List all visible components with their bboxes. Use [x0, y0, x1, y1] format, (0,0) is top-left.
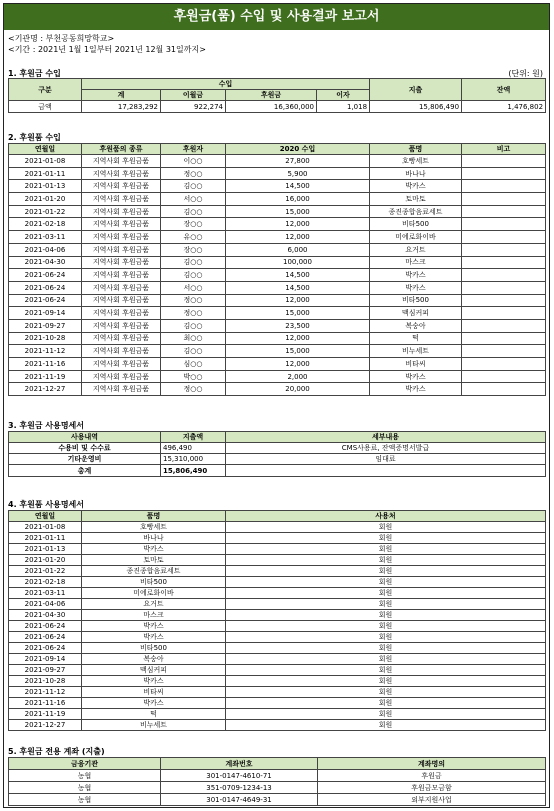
table-row: [9, 665, 546, 676]
item-name: 박카스: [82, 632, 226, 643]
header-donation: 후원금: [226, 90, 317, 101]
account-number: 351-0709-1234-13: [161, 782, 318, 794]
table-row: [9, 256, 546, 269]
date: 2021-09-27: [9, 319, 82, 332]
table-row: [9, 533, 546, 544]
date: 2021-01-13: [9, 180, 82, 193]
bank-name: 농협: [9, 770, 161, 782]
remarks: [462, 370, 546, 383]
table-row: [9, 610, 546, 621]
item-name: 비타500: [370, 294, 462, 307]
income-amount: 6,000: [226, 243, 370, 256]
item-name: 호빵세트: [370, 155, 462, 168]
table-row: [9, 599, 546, 610]
date: 2021-11-12: [9, 687, 82, 698]
income-amount: 16,000: [226, 193, 370, 206]
header-balance: 잔액: [462, 79, 546, 101]
item-name: 비누세트: [370, 345, 462, 358]
date: 2021-01-20: [9, 555, 82, 566]
item-name: 비타씨: [82, 687, 226, 698]
usage-item: 기타운영비: [9, 454, 161, 465]
income-total: 17,283,292: [82, 101, 161, 113]
income-amount: 14,500: [226, 281, 370, 294]
goods-type: 지역사회 후원금품: [82, 218, 161, 231]
remarks: [462, 294, 546, 307]
header-bank: 금융기관: [9, 758, 161, 770]
donation-amount: 16,360,000: [226, 101, 317, 113]
amount-label: 금액: [9, 101, 82, 113]
table-row: [9, 643, 546, 654]
date: 2021-12-27: [9, 720, 82, 731]
date: 2021-01-13: [9, 544, 82, 555]
date: 2021-01-11: [9, 533, 82, 544]
income-amount: 12,000: [226, 231, 370, 244]
date: 2021-09-27: [9, 665, 82, 676]
table-row: [9, 193, 546, 206]
bank-name: 농협: [9, 782, 161, 794]
goods-type: 지역사회 후원금품: [82, 155, 161, 168]
donor: 박○○: [161, 370, 226, 383]
item-name: 박카스: [370, 180, 462, 193]
item-name: 요거트: [82, 599, 226, 610]
date: 2021-11-19: [9, 370, 82, 383]
item-name: 종진종합음료세트: [370, 205, 462, 218]
usage-total-empty: [226, 465, 546, 477]
goods-type: 지역사회 후원금품: [82, 193, 161, 206]
goods-type: 지역사회 후원금품: [82, 269, 161, 282]
used-by: 회원: [226, 533, 546, 544]
header-expense: 지출: [370, 79, 462, 101]
account-number: 301-0147-4610-71: [161, 770, 318, 782]
goods-type: 지역사회 후원금품: [82, 205, 161, 218]
goods-type: 지역사회 후원금품: [82, 167, 161, 180]
header-income: 수입: [82, 79, 370, 90]
item-name: 비타500: [370, 218, 462, 231]
remarks: [462, 345, 546, 358]
bank-account-table: [8, 757, 546, 806]
goods-type: 지역사회 후원금품: [82, 332, 161, 345]
goods-type: 지역사회 후원금품: [82, 307, 161, 320]
used-by: 회원: [226, 522, 546, 533]
date: 2021-10-28: [9, 676, 82, 687]
table-row: [9, 698, 546, 709]
table-row: [9, 319, 546, 332]
used-by: 회원: [226, 621, 546, 632]
income-amount: 12,000: [226, 358, 370, 371]
item-name: 미에로화이바: [370, 231, 462, 244]
item-name: 비누세트: [82, 720, 226, 731]
header-gubun: 구분: [9, 79, 82, 101]
donor: 장○○: [161, 218, 226, 231]
used-by: 회원: [226, 676, 546, 687]
remarks: [462, 383, 546, 396]
goods-type: 지역사회 후원금품: [82, 383, 161, 396]
item-name: 맥심커피: [82, 665, 226, 676]
table-row: [9, 566, 546, 577]
income-amount: 12,000: [226, 218, 370, 231]
goods-type: 지역사회 후원금품: [82, 180, 161, 193]
table-row: [9, 155, 546, 168]
table-row: [9, 307, 546, 320]
remarks: [462, 193, 546, 206]
header-goods-type: 후원품의 종류: [82, 144, 161, 155]
donor: 심○○: [161, 358, 226, 371]
header-date: 연월일: [9, 511, 82, 522]
item-name: 복숭아: [82, 654, 226, 665]
header-income-2020: 2020 수입: [226, 144, 370, 155]
header-carry: 이월금: [161, 90, 226, 101]
donor: 서○○: [161, 281, 226, 294]
donor: 김○○: [161, 256, 226, 269]
item-name: 떡: [370, 332, 462, 345]
date: 2021-11-16: [9, 698, 82, 709]
income-amount: 15,000: [226, 345, 370, 358]
table-row: [9, 269, 546, 282]
remarks: [462, 307, 546, 320]
table-row: [9, 218, 546, 231]
donation-income-table: [8, 78, 546, 113]
date: 2021-03-11: [9, 231, 82, 244]
date: 2021-04-30: [9, 610, 82, 621]
donor: 김○○: [161, 180, 226, 193]
section-2-heading: 2. 후원품 수입: [8, 133, 61, 142]
item-name: 미에로화이바: [82, 588, 226, 599]
date: 2021-12-27: [9, 383, 82, 396]
income-amount: 5,900: [226, 167, 370, 180]
table-row: [9, 332, 546, 345]
item-name: 박카스: [82, 544, 226, 555]
table-row: [9, 676, 546, 687]
table-row: [9, 345, 546, 358]
income-amount: 2,000: [226, 370, 370, 383]
goods-type: 지역사회 후원금품: [82, 294, 161, 307]
header-date: 연월일: [9, 144, 82, 155]
item-name: 요거트: [370, 243, 462, 256]
date: 2021-01-20: [9, 193, 82, 206]
date: 2021-01-22: [9, 205, 82, 218]
usage-details: 임대료: [226, 454, 546, 465]
item-name: 토마토: [82, 555, 226, 566]
table-row: [9, 555, 546, 566]
date: 2021-01-08: [9, 155, 82, 168]
used-by: 회원: [226, 643, 546, 654]
item-name: 바나나: [370, 167, 462, 180]
goods-type: 지역사회 후원금품: [82, 256, 161, 269]
header-interest: 이자: [317, 90, 370, 101]
header-total: 계: [82, 90, 161, 101]
table-row: [9, 231, 546, 244]
goods-type: 지역사회 후원금품: [82, 319, 161, 332]
item-name: 바나나: [82, 533, 226, 544]
date: 2021-03-11: [9, 588, 82, 599]
date: 2021-06-24: [9, 643, 82, 654]
usage-details: CMS사용료, 잔액증명서발급: [226, 443, 546, 454]
table-row: [9, 522, 546, 533]
account-holder: 후원금모금함: [318, 782, 546, 794]
table-row: [9, 632, 546, 643]
income-amount: 27,800: [226, 155, 370, 168]
header-used-by: 사용처: [226, 511, 546, 522]
item-name: 박카스: [370, 383, 462, 396]
remarks: [462, 205, 546, 218]
used-by: 회원: [226, 555, 546, 566]
used-by: 회원: [226, 588, 546, 599]
report-page: [3, 3, 550, 808]
usage-total-label: 총계: [9, 465, 161, 477]
item-name: 비타500: [82, 643, 226, 654]
date: 2021-04-30: [9, 256, 82, 269]
used-by: 회원: [226, 610, 546, 621]
report-period: <기간 : 2021년 1월 1일부터 2021년 12월 31일까지>: [8, 45, 206, 54]
date: 2021-11-12: [9, 345, 82, 358]
date: 2021-04-06: [9, 243, 82, 256]
table-row: [9, 720, 546, 731]
income-amount: 23,500: [226, 319, 370, 332]
used-by: 회원: [226, 665, 546, 676]
remarks: [462, 155, 546, 168]
used-by: 회원: [226, 698, 546, 709]
remarks: [462, 218, 546, 231]
donor: 정○○: [161, 307, 226, 320]
goods-type: 지역사회 후원금품: [82, 231, 161, 244]
item-name: 종진종합음료세트: [82, 566, 226, 577]
used-by: 회원: [226, 632, 546, 643]
organization-name: <기관명 : 부천공동희망학교>: [8, 34, 115, 43]
carryover-amount: 922,274: [161, 101, 226, 113]
income-amount: 15,000: [226, 307, 370, 320]
usage-amount: 496,490: [161, 443, 226, 454]
remarks: [462, 167, 546, 180]
donor: 유○○: [161, 231, 226, 244]
date: 2021-02-18: [9, 218, 82, 231]
donor: 김○○: [161, 269, 226, 282]
expense-amount: 15,806,490: [370, 101, 462, 113]
income-amount: 12,000: [226, 294, 370, 307]
header-item-name: 품명: [82, 511, 226, 522]
date: 2021-06-24: [9, 621, 82, 632]
header-account-number: 계좌번호: [161, 758, 318, 770]
bank-name: 농협: [9, 794, 161, 806]
donor: 장○○: [161, 243, 226, 256]
table-row: [9, 654, 546, 665]
donor: 김○○: [161, 345, 226, 358]
header-donor: 후원자: [161, 144, 226, 155]
date: 2021-01-22: [9, 566, 82, 577]
table-row: [9, 243, 546, 256]
table-row: [9, 180, 546, 193]
date: 2021-01-11: [9, 167, 82, 180]
item-name: 떡: [82, 709, 226, 720]
date: 2021-06-24: [9, 632, 82, 643]
item-name: 마스크: [370, 256, 462, 269]
account-holder: 후원금: [318, 770, 546, 782]
header-spent: 지출액: [161, 432, 226, 443]
goods-type: 지역사회 후원금품: [82, 281, 161, 294]
used-by: 회원: [226, 720, 546, 731]
item-name: 비타500: [82, 577, 226, 588]
section-1-heading: 1. 후원금 수입: [8, 69, 61, 78]
interest-amount: 1,018: [317, 101, 370, 113]
item-name: 박카스: [370, 370, 462, 383]
table-row: [9, 167, 546, 180]
header-item-name: 품명: [370, 144, 462, 155]
income-amount: 20,000: [226, 383, 370, 396]
donor: 정○○: [161, 167, 226, 180]
used-by: 회원: [226, 544, 546, 555]
income-amount: 15,000: [226, 205, 370, 218]
header-account-holder: 계좌명의: [318, 758, 546, 770]
account-holder: 외부지원사업: [318, 794, 546, 806]
remarks: [462, 243, 546, 256]
remarks: [462, 269, 546, 282]
donor: 정○○: [161, 294, 226, 307]
used-by: 회원: [226, 599, 546, 610]
used-by: 회원: [226, 566, 546, 577]
report-title: 후원금(품) 수입 및 사용결과 보고서: [4, 4, 549, 30]
goods-type: 지역사회 후원금품: [82, 370, 161, 383]
donor: 김○○: [161, 319, 226, 332]
date: 2021-11-19: [9, 709, 82, 720]
item-name: 호빵세트: [82, 522, 226, 533]
item-name: 박카스: [370, 269, 462, 282]
used-by: 회원: [226, 654, 546, 665]
goods-type: 지역사회 후원금품: [82, 345, 161, 358]
goods-income-table: [8, 143, 546, 396]
remarks: [462, 332, 546, 345]
usage-total: 15,806,490: [161, 465, 226, 477]
item-name: 박카스: [82, 698, 226, 709]
account-number: 301-0147-4649-31: [161, 794, 318, 806]
table-row: [9, 544, 546, 555]
date: 2021-06-24: [9, 269, 82, 282]
date: 2021-10-28: [9, 332, 82, 345]
donor: 최○○: [161, 332, 226, 345]
balance-amount: 1,476,802: [462, 101, 546, 113]
used-by: 회원: [226, 687, 546, 698]
table-row: [9, 281, 546, 294]
used-by: 회원: [226, 709, 546, 720]
date: 2021-09-14: [9, 307, 82, 320]
date: 2021-04-06: [9, 599, 82, 610]
remarks: [462, 256, 546, 269]
table-row: [9, 383, 546, 396]
income-amount: 100,000: [226, 256, 370, 269]
header-details: 세부내용: [226, 432, 546, 443]
section-3-heading: 3. 후원금 사용명세서: [8, 421, 84, 430]
table-row: [9, 294, 546, 307]
item-name: 마스크: [82, 610, 226, 621]
goods-type: 지역사회 후원금품: [82, 358, 161, 371]
remarks: [462, 180, 546, 193]
used-by: 회원: [226, 577, 546, 588]
usage-amount: 15,310,000: [161, 454, 226, 465]
table-row: [9, 358, 546, 371]
table-row: [9, 709, 546, 720]
section-5-heading: 5. 후원금 전용 계좌 (지출): [8, 747, 105, 756]
goods-usage-table: [8, 510, 546, 731]
header-remarks: 비고: [462, 144, 546, 155]
donor: 서○○: [161, 193, 226, 206]
date: 2021-02-18: [9, 577, 82, 588]
unit-label: (단위: 원): [508, 69, 543, 78]
item-name: 토마토: [370, 193, 462, 206]
section-4-heading: 4. 후원품 사용명세서: [8, 500, 84, 509]
item-name: 복숭아: [370, 319, 462, 332]
table-row: [9, 588, 546, 599]
table-row: [9, 205, 546, 218]
item-name: 맥심커피: [370, 307, 462, 320]
item-name: 박카스: [82, 676, 226, 687]
remarks: [462, 231, 546, 244]
income-amount: 14,500: [226, 269, 370, 282]
item-name: 박카스: [370, 281, 462, 294]
remarks: [462, 281, 546, 294]
date: 2021-01-08: [9, 522, 82, 533]
donation-usage-table: [8, 431, 546, 477]
table-row: [9, 370, 546, 383]
donor: 김○○: [161, 205, 226, 218]
table-row: [9, 621, 546, 632]
remarks: [462, 358, 546, 371]
donor: 정○○: [161, 383, 226, 396]
income-amount: 14,500: [226, 180, 370, 193]
date: 2021-11-16: [9, 358, 82, 371]
table-row: [9, 577, 546, 588]
table-row: [9, 687, 546, 698]
header-usage: 사용내역: [9, 432, 161, 443]
date: 2021-09-14: [9, 654, 82, 665]
goods-type: 지역사회 후원금품: [82, 243, 161, 256]
remarks: [462, 319, 546, 332]
date: 2021-06-24: [9, 281, 82, 294]
item-name: 박카스: [82, 621, 226, 632]
donor: 이○○: [161, 155, 226, 168]
income-amount: 12,000: [226, 332, 370, 345]
usage-item: 수용비 및 수수료: [9, 443, 161, 454]
date: 2021-06-24: [9, 294, 82, 307]
item-name: 비타씨: [370, 358, 462, 371]
